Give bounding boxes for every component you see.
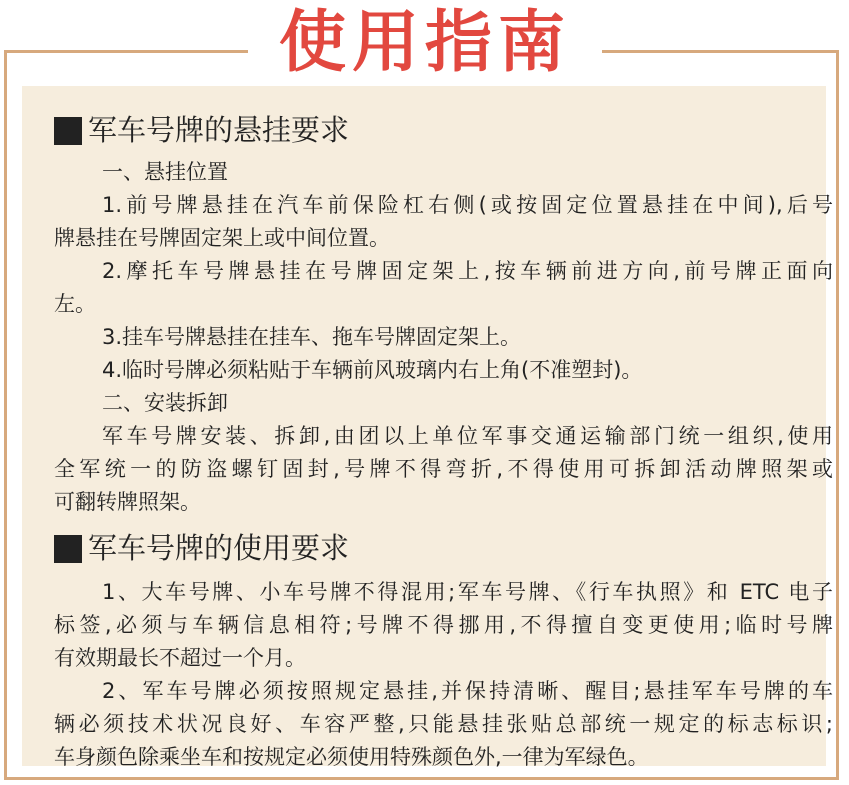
paragraph-line: 可翻转牌照架。 — [54, 490, 201, 514]
square-bullet-icon — [54, 535, 82, 563]
section-heading-hanging — [54, 113, 350, 147]
paragraph-line: 1、大车号牌、小车号牌不得混用;军车号牌、《行车执照》和 ETC 电子 — [102, 580, 833, 604]
paragraph-line: 2.摩托车号牌悬挂在号牌固定架上,按车辆前进方向,前号牌正面向 — [102, 259, 833, 283]
paragraph-line: 2、军车号牌必须按照规定悬挂,并保持清晰、醒目;悬挂军车号牌的车 — [102, 679, 833, 703]
square-bullet-icon — [54, 117, 82, 145]
paragraph-line: 牌悬挂在号牌固定架上或中间位置。 — [54, 226, 390, 250]
content-panel — [22, 86, 833, 769]
page-title: 使用指南 — [279, 2, 571, 81]
paragraph-line: 有效期最长不超过一个月。 — [54, 646, 306, 670]
paragraph-line: 左。 — [54, 292, 96, 316]
section-heading-text: 军车号牌的悬挂要求 — [88, 113, 350, 147]
paragraph-line: 3.挂车号牌悬挂在挂车、拖车号牌固定架上。 — [102, 325, 522, 349]
paragraph-line: 车身颜色除乘坐车和按规定必须使用特殊颜色外,一律为军绿色。 — [54, 745, 649, 769]
subheading-position: 一、悬挂位置 — [102, 160, 228, 184]
subheading-install: 二、安装拆卸 — [102, 391, 228, 415]
paragraph-line: 4.临时号牌必须粘贴于车辆前风玻璃内右上角(不准塑封)。 — [102, 358, 643, 382]
title-banner — [248, 0, 602, 84]
section-heading-usage — [54, 531, 350, 565]
paragraph-line: 军车号牌安装、拆卸,由团以上单位军事交通运输部门统一组织,使用 — [102, 424, 833, 448]
paragraph-line: 1.前号牌悬挂在汽车前保险杠右侧(或按固定位置悬挂在中间),后号 — [102, 193, 833, 217]
paragraph-line: 辆必须技术状况良好、车容严整,只能悬挂张贴总部统一规定的标志标识; — [54, 712, 833, 736]
paragraph-line: 标签,必须与车辆信息相符;号牌不得挪用,不得擅自变更使用;临时号牌 — [54, 613, 833, 637]
paragraph-line: 全军统一的防盗螺钉固封,号牌不得弯折,不得使用可拆卸活动牌照架或 — [54, 457, 833, 481]
section-heading-text: 军车号牌的使用要求 — [88, 531, 350, 565]
